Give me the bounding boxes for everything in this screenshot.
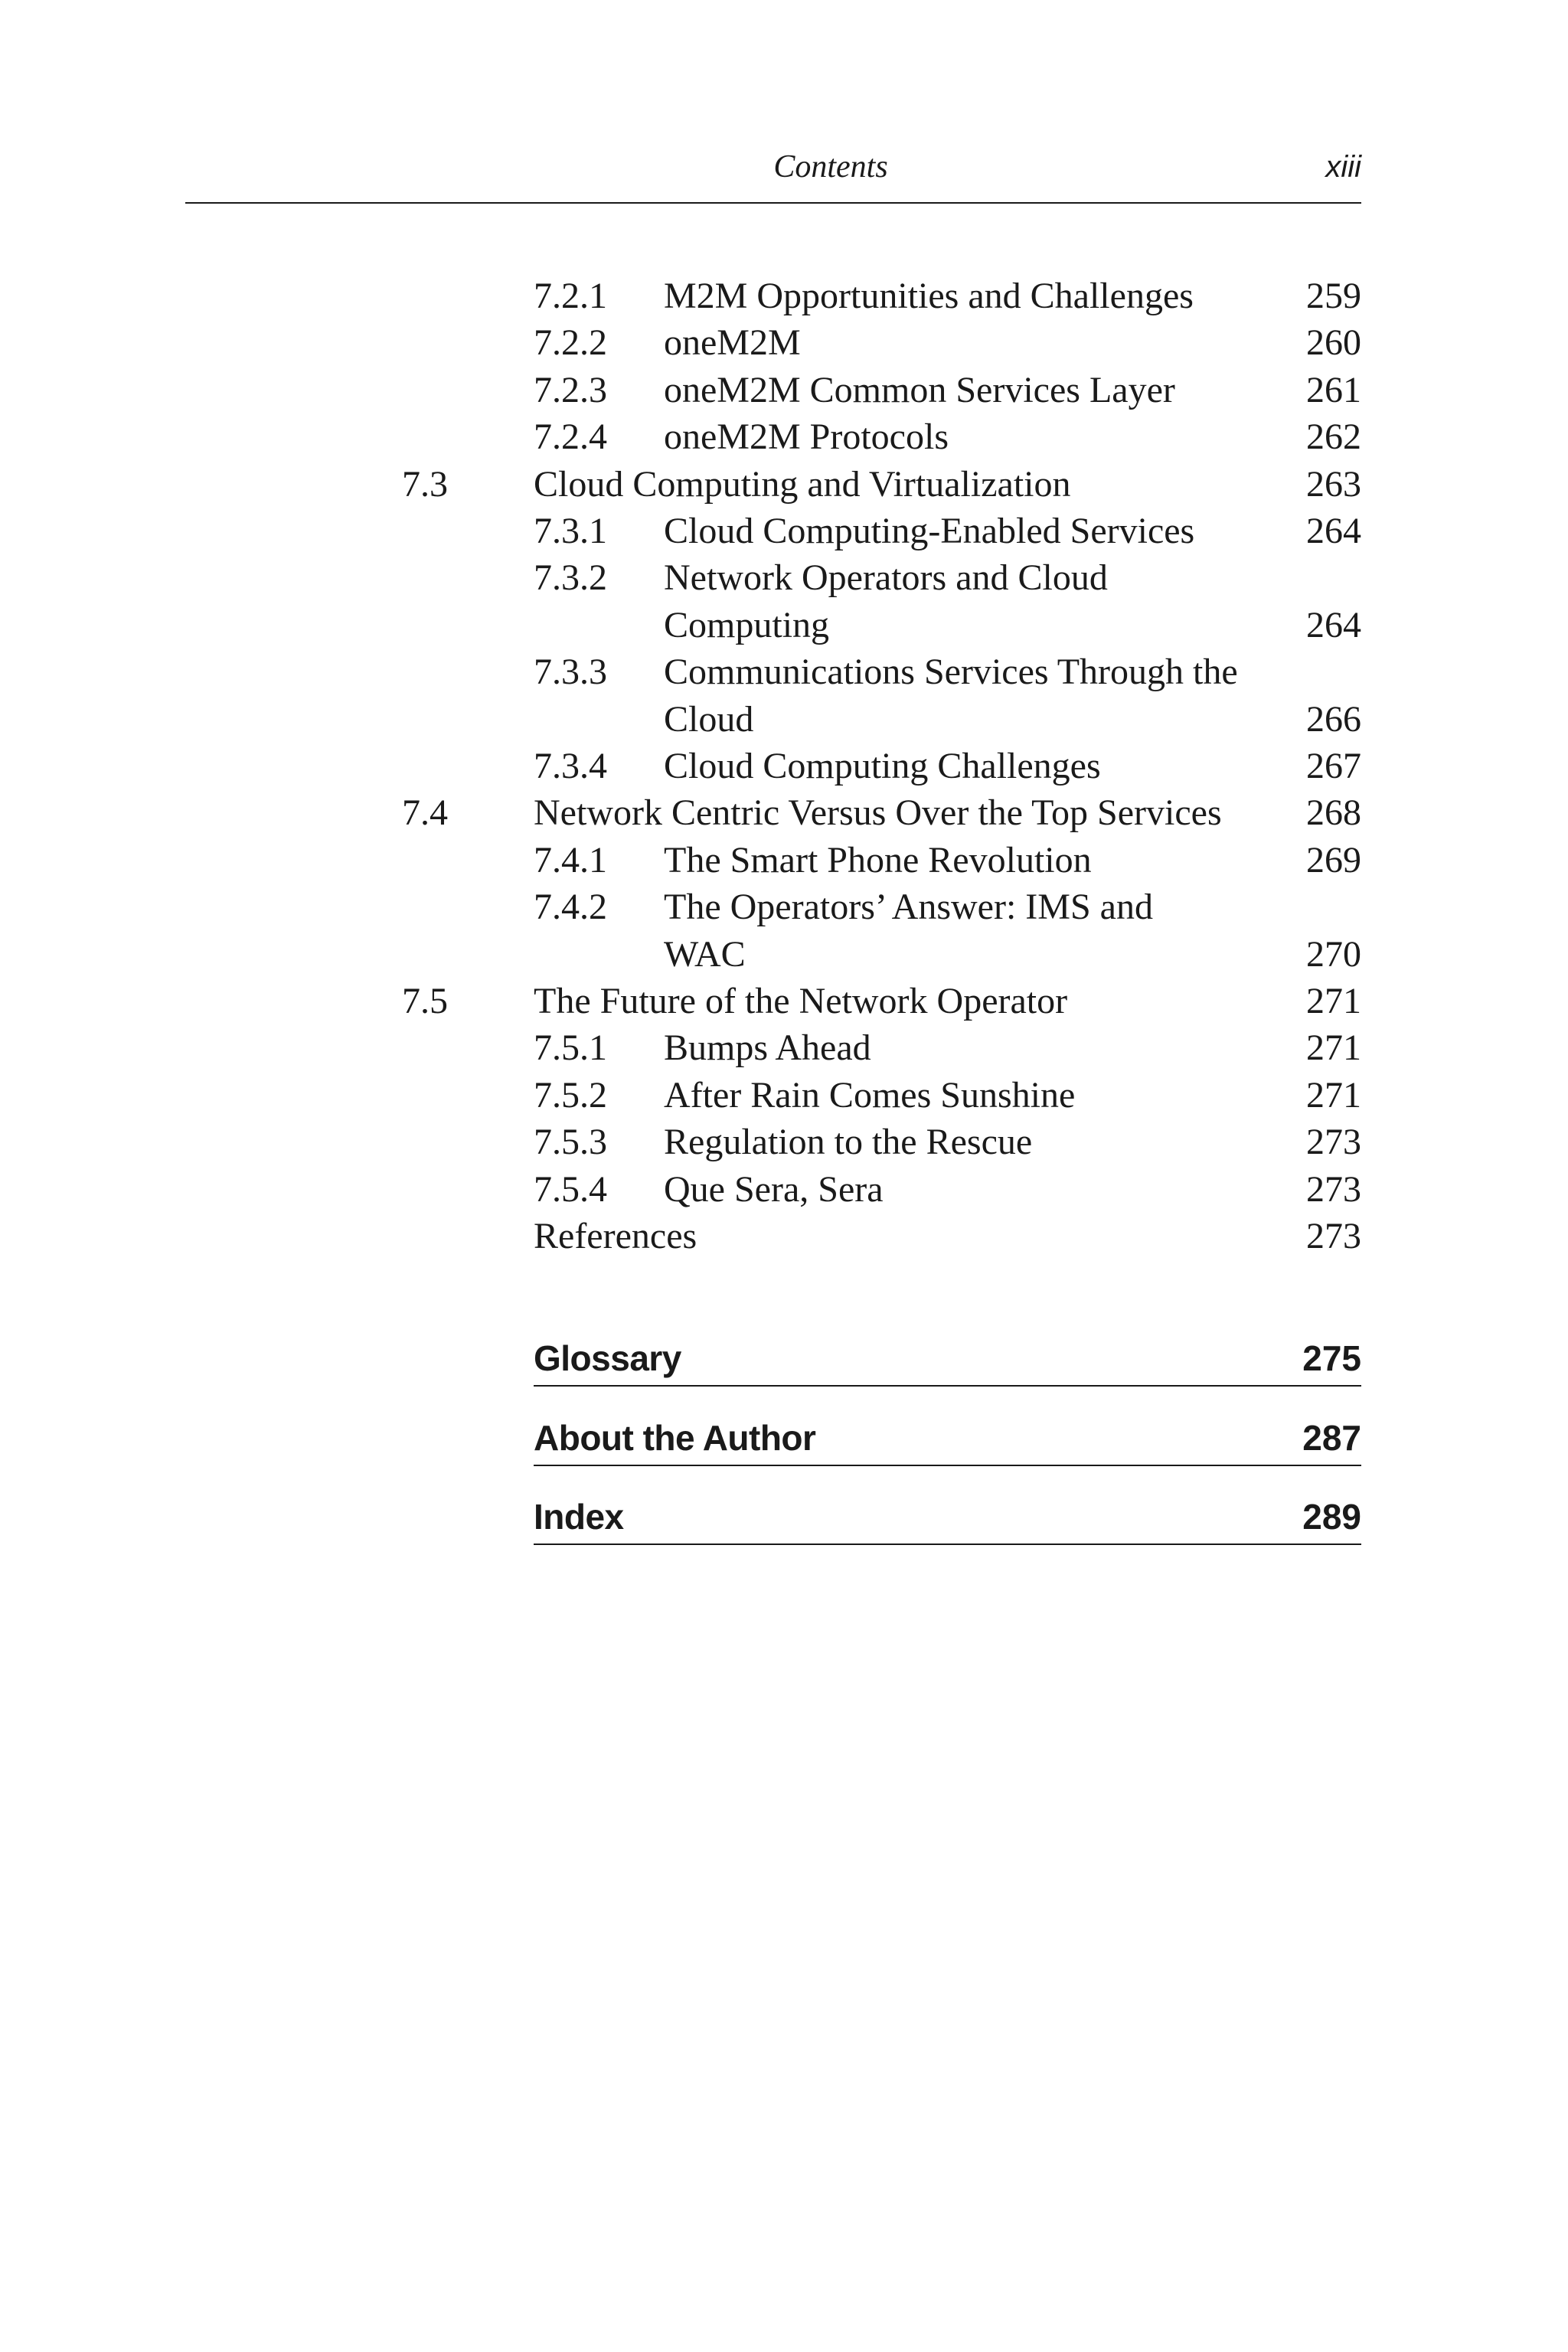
toc-entry xyxy=(0,696,1361,743)
toc-entry xyxy=(0,273,1361,320)
toc-section-title: WAC xyxy=(664,934,746,975)
toc-section-title: Network Operators and Cloud xyxy=(664,557,1108,598)
toc-entry xyxy=(0,1166,1361,1214)
toc-section-title: M2M Opportunities and Challenges xyxy=(664,276,1194,316)
running-header-title: Contents xyxy=(773,149,888,185)
backmatter-rule xyxy=(534,1465,1361,1466)
toc-section-number: 7.4.1 xyxy=(534,840,607,880)
toc-entry xyxy=(0,1119,1361,1166)
toc-section-number: 7.3.4 xyxy=(534,746,607,786)
toc-entry xyxy=(0,1072,1361,1119)
page-number: xiii xyxy=(1325,150,1361,184)
toc-page-number: 271 xyxy=(1306,1075,1361,1116)
toc-page-number: 262 xyxy=(1306,416,1361,457)
backmatter-rule xyxy=(534,1385,1361,1387)
toc-page-number: 260 xyxy=(1306,322,1361,363)
backmatter-page-number: 289 xyxy=(1302,1497,1361,1537)
toc-section-title: Que Sera, Sera xyxy=(664,1169,884,1210)
toc-entry xyxy=(0,413,1361,461)
backmatter-entry xyxy=(534,1491,1361,1542)
toc-entry xyxy=(0,602,1361,649)
toc-section-number: 7.5.4 xyxy=(534,1169,607,1210)
toc-section-number: 7.2.3 xyxy=(534,370,607,410)
toc-section-title: References xyxy=(534,1216,697,1256)
toc-section-title: After Rain Comes Sunshine xyxy=(664,1075,1076,1116)
toc-section-number: 7.4 xyxy=(402,792,448,833)
toc-entry xyxy=(0,554,1361,602)
toc-entry xyxy=(0,367,1361,414)
toc-page-number: 270 xyxy=(1306,934,1361,975)
toc-page-number: 273 xyxy=(1306,1216,1361,1256)
toc-section-title: Cloud Computing Challenges xyxy=(664,746,1101,786)
toc-page-number: 264 xyxy=(1306,605,1361,645)
toc-entry xyxy=(0,743,1361,790)
toc-page-number: 263 xyxy=(1306,464,1361,505)
toc-section-number: 7.4.2 xyxy=(534,887,607,927)
toc-page-number: 273 xyxy=(1306,1169,1361,1210)
backmatter-page-number: 287 xyxy=(1302,1418,1361,1458)
toc-section-title: The Smart Phone Revolution xyxy=(664,840,1092,880)
toc-entry xyxy=(0,1213,1361,1260)
toc-section-title: oneM2M Protocols xyxy=(664,416,949,457)
toc-section-title: Bumps Ahead xyxy=(664,1027,871,1068)
toc-section-title: Communications Services Through the xyxy=(664,652,1238,692)
toc-entry xyxy=(0,1024,1361,1072)
running-header xyxy=(185,147,1361,187)
backmatter-entry xyxy=(534,1413,1361,1463)
toc-section-title: oneM2M xyxy=(664,322,801,363)
toc-entry xyxy=(0,789,1361,837)
toc-section-number: 7.3 xyxy=(402,464,448,505)
toc-entry xyxy=(0,931,1361,978)
toc-page-number: 266 xyxy=(1306,699,1361,740)
toc-entry xyxy=(0,461,1361,508)
backmatter-title: About the Author xyxy=(534,1418,816,1458)
toc-entry xyxy=(0,508,1361,555)
toc-section-title: Cloud Computing-Enabled Services xyxy=(664,511,1195,551)
toc-page-number: 264 xyxy=(1306,511,1361,551)
backmatter-title: Glossary xyxy=(534,1338,681,1378)
toc-entry xyxy=(0,837,1361,884)
toc-section-number: 7.5 xyxy=(402,981,448,1021)
toc-section-number: 7.3.3 xyxy=(534,652,607,692)
toc-section-number: 7.5.1 xyxy=(534,1027,607,1068)
toc-section-title: The Operators’ Answer: IMS and xyxy=(664,887,1153,927)
toc-section-number: 7.2.4 xyxy=(534,416,607,457)
toc-entry xyxy=(0,319,1361,367)
toc-section-number: 7.5.2 xyxy=(534,1075,607,1116)
toc-section-number: 7.3.1 xyxy=(534,511,607,551)
toc-page-number: 271 xyxy=(1306,1027,1361,1068)
toc-entry xyxy=(0,884,1361,931)
toc-page-number: 261 xyxy=(1306,370,1361,410)
toc-section-title: The Future of the Network Operator xyxy=(534,981,1068,1021)
toc-section-title: oneM2M Common Services Layer xyxy=(664,370,1175,410)
toc-entry xyxy=(0,978,1361,1025)
backmatter-entry xyxy=(534,1333,1361,1383)
toc-section-title: Regulation to the Rescue xyxy=(664,1122,1033,1162)
toc-section-number: 7.2.2 xyxy=(534,322,607,363)
header-rule xyxy=(185,202,1361,204)
toc-section-number: 7.2.1 xyxy=(534,276,607,316)
toc-page-number: 268 xyxy=(1306,792,1361,833)
toc-page-number: 273 xyxy=(1306,1122,1361,1162)
toc-section-title: Cloud Computing and Virtualization xyxy=(534,464,1071,505)
toc-page-number: 259 xyxy=(1306,276,1361,316)
toc-section-number: 7.5.3 xyxy=(534,1122,607,1162)
toc-entry xyxy=(0,648,1361,696)
backmatter-page-number: 275 xyxy=(1302,1338,1361,1378)
toc-page-number: 271 xyxy=(1306,981,1361,1021)
toc-section-title: Computing xyxy=(664,605,830,645)
toc-section-title: Cloud xyxy=(664,699,754,740)
backmatter-title: Index xyxy=(534,1497,624,1537)
toc-page-number: 269 xyxy=(1306,840,1361,880)
toc-section-title: Network Centric Versus Over the Top Services xyxy=(534,792,1222,833)
toc-page-number: 267 xyxy=(1306,746,1361,786)
toc-section-number: 7.3.2 xyxy=(534,557,607,598)
backmatter-rule xyxy=(534,1544,1361,1545)
